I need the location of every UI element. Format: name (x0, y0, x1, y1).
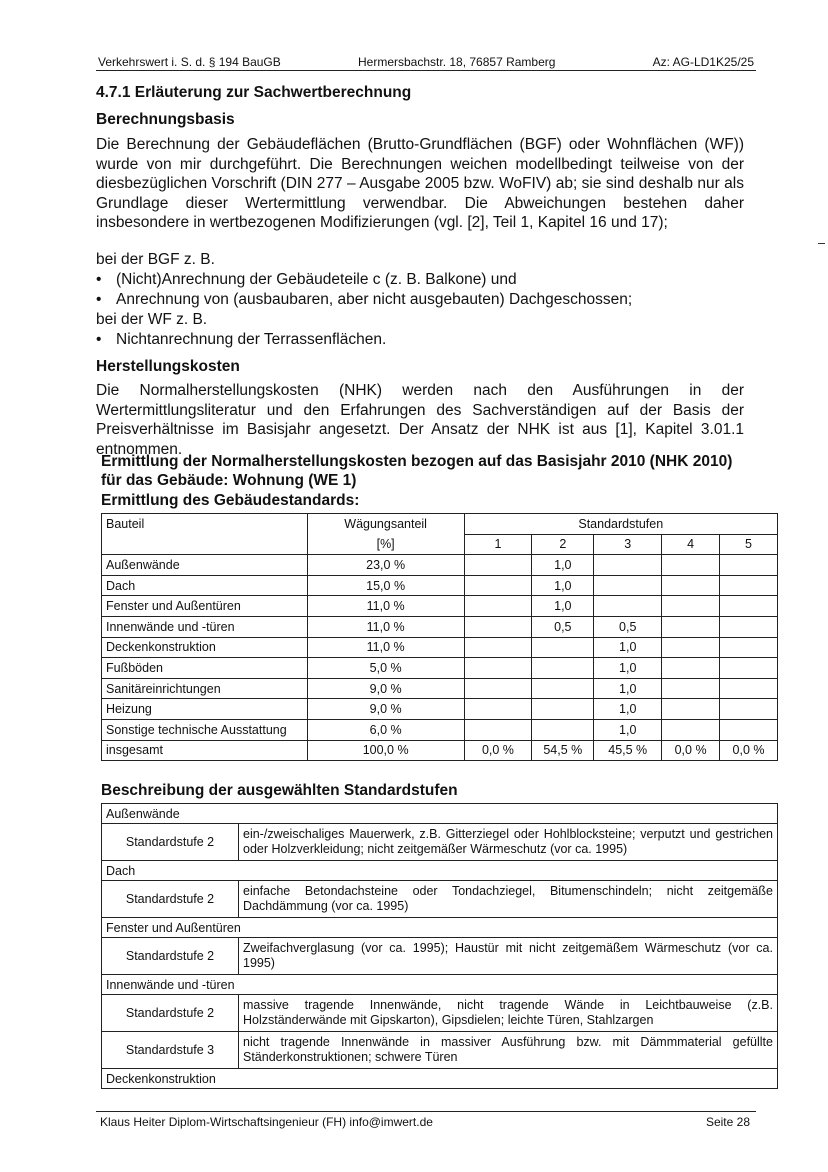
cell-bauteil: Fenster und Außentüren (102, 596, 308, 617)
table-row (102, 596, 778, 617)
cell-bauteil: Außenwände (102, 555, 308, 576)
cell-level-2: 1,0 (532, 596, 594, 617)
cell-level-2 (532, 699, 594, 720)
level-label: Standardstufe 2 (102, 938, 239, 975)
standard-table (101, 513, 778, 761)
header-center: Hermersbachstr. 18, 76857 Ramberg (358, 55, 556, 69)
nhk-title-line2: für das Gebäude: Wohnung (WE 1) (101, 472, 357, 489)
heading-berechnungsbasis: Berechnungsbasis (96, 111, 235, 128)
cell-level-5 (720, 555, 778, 576)
paragraph-berechnungsbasis: Die Berechnung der Gebäudeflächen (Brutto-Grundflächen (BGF) oder Wohnflächen (WF)) wurde von mir durchgeführt. Die Berechnungen weichen modellbedingt teilweise von der diesbezüglichen Vorschrift (DIN 277 – Ausgabe 2005 bzw. WoFIV) ab; sie sind deshalb nur als Grundlage dieser Wertermittlung verwendbar. Die Abweichungen bestehen daher insbesondere in wertbezogenen Modifizierungen (vgl. [2], Teil 1, Kapitel 16 und 17); (96, 136, 744, 231)
level-label: Standardstufe 2 (102, 881, 239, 918)
bgf-bullet-2: • Anrechnung von (ausbaubaren, aber nicht ausgebauten) Dachgeschossen; (96, 291, 633, 308)
cell-level-4: 0,0 % (662, 740, 720, 761)
cell-weight: 6,0 % (307, 719, 464, 740)
cell-bauteil: Innenwände und -türen (102, 616, 308, 637)
wf-bullet-1: • Nichtanrechnung der Terrassenflächen. (96, 331, 387, 348)
cell-level-4 (662, 555, 720, 576)
table-row (102, 637, 778, 658)
cell-level-2 (532, 637, 594, 658)
page-number: Seite 28 (705, 1115, 750, 1129)
header-levels: Standardstufen (464, 514, 777, 535)
group-label: Innenwände und -türen (102, 975, 778, 995)
cell-level-1 (464, 699, 532, 720)
standard-title: Ermittlung des Gebäudestandards: (101, 492, 360, 509)
header-weight-unit: [%] (307, 534, 464, 555)
cell-weight: 11,0 % (307, 616, 464, 637)
cell-level-1 (464, 678, 532, 699)
cell-level-5 (720, 678, 778, 699)
cell-level-3 (594, 575, 662, 596)
table-row (102, 658, 778, 679)
header-bauteil-blank (102, 534, 308, 555)
cell-level-4 (662, 678, 720, 699)
description-table (101, 803, 778, 1089)
description-row (102, 881, 778, 918)
margin-mark (818, 243, 825, 244)
table-row (102, 616, 778, 637)
cell-level-2: 1,0 (532, 555, 594, 576)
cell-level-4 (662, 719, 720, 740)
table-row (102, 699, 778, 720)
footer-left: Klaus Heiter Diplom-Wirtschaftsingenieur (FH) info@imwert.de (100, 1115, 433, 1129)
group-label: Dach (102, 861, 778, 881)
table-row (102, 678, 778, 699)
header-bauteil: Bauteil (102, 514, 308, 535)
cell-weight: 23,0 % (307, 555, 464, 576)
cell-level-1 (464, 719, 532, 740)
level-description: ein-/zweischaliges Mauerwerk, z.B. Gitterziegel oder Hohlblocksteine; verputzt und gestrichen oder Holzverkleidung; nicht zeitgemäßer Wärmeschutz (vor ca. 1995) (239, 824, 778, 861)
cell-level-4 (662, 699, 720, 720)
cell-level-3: 0,5 (594, 616, 662, 637)
header-level-3: 3 (594, 534, 662, 555)
level-label: Standardstufe 2 (102, 824, 239, 861)
cell-level-3: 1,0 (594, 658, 662, 679)
cell-weight: 100,0 % (307, 740, 464, 761)
cell-weight: 11,0 % (307, 596, 464, 617)
cell-bauteil: Deckenkonstruktion (102, 637, 308, 658)
level-label: Standardstufe 3 (102, 1032, 239, 1069)
cell-level-1 (464, 637, 532, 658)
group-label: Außenwände (102, 804, 778, 824)
wf-intro: bei der WF z. B. (96, 311, 208, 328)
nhk-title-line1: Ermittlung der Normalherstellungskosten bezogen auf das Basisjahr 2010 (NHK 2010) (101, 453, 733, 470)
cell-level-2: 1,0 (532, 575, 594, 596)
cell-level-3 (594, 596, 662, 617)
description-row (102, 938, 778, 975)
cell-level-5 (720, 637, 778, 658)
cell-level-5 (720, 699, 778, 720)
cell-level-3: 1,0 (594, 719, 662, 740)
cell-bauteil: Heizung (102, 699, 308, 720)
cell-level-5 (720, 719, 778, 740)
page-footer (96, 1111, 756, 1130)
header-level-4: 4 (662, 534, 720, 555)
cell-level-4 (662, 658, 720, 679)
heading-herstellungskosten: Herstellungskosten (96, 358, 240, 375)
cell-level-5 (720, 575, 778, 596)
description-row (102, 824, 778, 861)
cell-level-1 (464, 575, 532, 596)
description-row (102, 995, 778, 1032)
bgf-intro: bei der BGF z. B. (96, 251, 215, 268)
cell-weight: 9,0 % (307, 678, 464, 699)
cell-level-3: 1,0 (594, 699, 662, 720)
level-description: nicht tragende Innenwände in massiver Ausführung bzw. mit Dämmmaterial gefüllte Ständerkonstruktionen; schwere Türen (239, 1032, 778, 1069)
header-right: Az: AG-LD1K25/25 (652, 55, 754, 69)
table-total-row (102, 740, 778, 761)
table-row (102, 719, 778, 740)
cell-level-2: 54,5 % (532, 740, 594, 761)
cell-weight: 9,0 % (307, 699, 464, 720)
level-description: Zweifachverglasung (vor ca. 1995); Haustür mit nicht zeitgemäßem Wärmeschutz (vor ca. 1995) (239, 938, 778, 975)
cell-bauteil: Sanitäreinrichtungen (102, 678, 308, 699)
cell-bauteil: insgesamt (102, 740, 308, 761)
cell-bauteil: Sonstige technische Ausstattung (102, 719, 308, 740)
cell-level-1 (464, 616, 532, 637)
cell-level-1 (464, 555, 532, 576)
cell-level-1 (464, 658, 532, 679)
cell-weight: 11,0 % (307, 637, 464, 658)
description-row (102, 1032, 778, 1069)
cell-level-5 (720, 658, 778, 679)
cell-weight: 15,0 % (307, 575, 464, 596)
cell-level-4 (662, 637, 720, 658)
cell-level-3: 1,0 (594, 678, 662, 699)
group-label: Deckenkonstruktion (102, 1069, 778, 1089)
cell-level-2 (532, 658, 594, 679)
cell-level-2 (532, 719, 594, 740)
cell-level-3: 45,5 % (594, 740, 662, 761)
cell-level-1: 0,0 % (464, 740, 532, 761)
group-label: Fenster und Außentüren (102, 918, 778, 938)
cell-level-4 (662, 575, 720, 596)
cell-bauteil: Fußböden (102, 658, 308, 679)
cell-level-5 (720, 616, 778, 637)
bgf-bullet-1: • (Nicht)Anrechnung der Gebäudeteile c (z. B. Balkone) und (96, 271, 517, 288)
header-level-1: 1 (464, 534, 532, 555)
header-level-2: 2 (532, 534, 594, 555)
table-row (102, 555, 778, 576)
cell-level-2 (532, 678, 594, 699)
level-label: Standardstufe 2 (102, 995, 239, 1032)
cell-level-3: 1,0 (594, 637, 662, 658)
header-left: Verkehrswert i. S. d. § 194 BauGB (98, 55, 281, 69)
cell-level-2: 0,5 (532, 616, 594, 637)
header-level-5: 5 (720, 534, 778, 555)
level-description: einfache Betondachsteine oder Tondachziegel, Bitumenschindeln; nicht zeitgemäße Dachdämmung (vor ca. 1995) (239, 881, 778, 918)
cell-level-1 (464, 596, 532, 617)
level-description: massive tragende Innenwände, nicht tragende Wände in Leichtbauweise (z.B. Holzständerwände mit Gipskarton), Gipsdielen; leichte Türen, Stahlzargen (239, 995, 778, 1032)
cell-level-4 (662, 616, 720, 637)
cell-level-5: 0,0 % (720, 740, 778, 761)
cell-level-5 (720, 596, 778, 617)
paragraph-herstellungskosten: Die Normalherstellungskosten (NHK) werden nach den Ausführungen in der Wertermittlungsliteratur und den Erfahrungen des Sachverständigen auf der Basis der Preisverhältnisse im Basisjahr angesetzt. Der Ansatz der NHK ist aus [1], Kapitel 3.01.1 entnommen. (96, 382, 744, 458)
description-title: Beschreibung der ausgewählten Standardstufen (101, 782, 458, 799)
cell-level-3 (594, 555, 662, 576)
page-header (96, 52, 756, 71)
header-weight: Wägungsanteil (307, 514, 464, 535)
table-row (102, 575, 778, 596)
cell-level-4 (662, 596, 720, 617)
cell-bauteil: Dach (102, 575, 308, 596)
cell-weight: 5,0 % (307, 658, 464, 679)
section-title: 4.7.1 Erläuterung zur Sachwertberechnung (96, 84, 412, 101)
